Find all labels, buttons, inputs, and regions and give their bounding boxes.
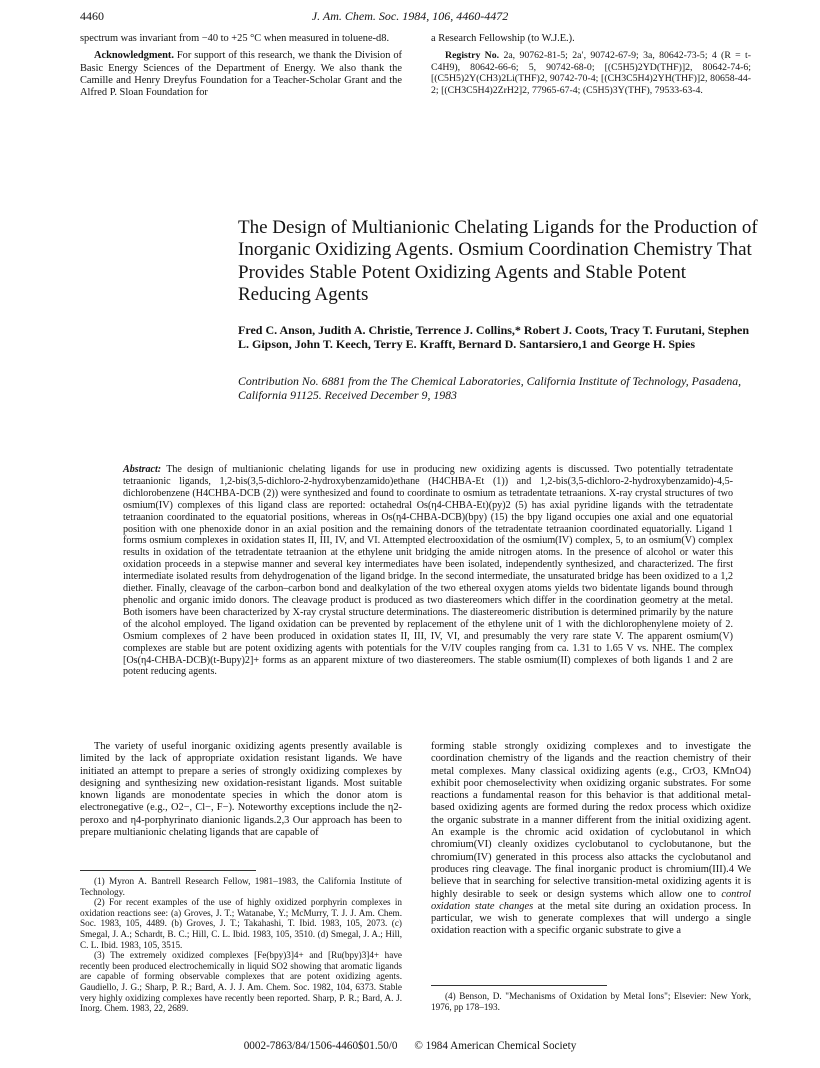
continuation-text: spectrum was invariant from −40 to +25 °C when measured in toluene-d8. — [80, 33, 390, 44]
body-paragraph-right — [431, 741, 751, 938]
footnote-4: (4) Benson, D. "Mechanisms of Oxidation by Metal Ions"; Elsevier: New York, 1976, pp 178–193. — [431, 991, 751, 1012]
footer-copyright: © 1984 American Chemical Society — [414, 1040, 577, 1052]
footnote-1: (1) Myron A. Bantrell Research Fellow, 1981–1983, the California Institute of Technology. — [80, 876, 402, 897]
affiliation: Contribution No. 6881 from the The Chemical Laboratories, California Institute of Technology, Pasadena, California 91125. Received December 9, 1983 — [238, 374, 742, 402]
abstract-text: The design of multianionic chelating ligands for use in producing new oxidizing agents is discussed. Two potentially tetradentate tetraanionic ligands, 1,2-bis(3,5-dichloro-2-hydroxybenzamido)ethane (H4CHBA-Et (1)) and 1,2-bis(3,5-dichloro-2-hydroxybenzamido)-4,5-dichlorobenzene (H4CHBA-DCB (2)) were synthesized and found to coordinate to osmium as tetradentate tetraanions. X-ray crystal structures of two osmium(IV) complexes of this ligand class are reported: octahedral Os(η4-CHBA-Et)(py)2 (5) has axial pyridine ligands with the tetradentate tetraanion coordinated to the equatorial positions, whereas in Os(η4-CHBA-DCB)(bpy) (15) the bpy ligand occupies one axial and one equatorial position with one phenoxide donor in an axial position and the remaining donors of the tetradentate tetraanion coordinated equatorially. Ligand 1 forms osmium complexes in oxidation states II, III, IV, and VI. Attempted electrooxidation of the osmium(IV) complex, 5, to an osmium(V) complex results in oxidation of the tetradentate tetraanion at the ethylene unit bridging the amide nitrogen atoms. In the presence of alcohol or water this oxidation proceeds in a stepwise manner and several key intermediates have been isolated, independently synthesized, and characterized. The first intermediate isolated results from dehydrogenation of the ligand bridge. In the second intermediate, the unsaturated bridge has been oxidized to a 1,2 diether. Finally, cleavage of the carbon–carbon bond and dealkylation of the two ethereal oxygen atoms yields two bidentate ligands bound through phenolic and organic imido donors. The cleavage product is produced as two diastereomers which differ in the coordination geometry at the metal. Both isomers have been characterized by X-ray crystal structure determinations. The diastereomeric distribution is determined primarily by the nature of the alcohol employed. The ligand oxidation can be prevented by replacement of the ethylene unit of 1 with the dichlorophenylene moiety of 2. Osmium complexes of 2 have been produced in oxidation states II, III, IV, VI, and presumably the very rare state V. The apparent osmium(V) complexes are stable but are potent oxidizing agents with potentials for the V/IV couples ranging from ca. 1.31 to 1.65 V vs. NHE. The complex [Os(η4-CHBA-DCB)(t-Bupy)2]+ forms as an apparent mixture of two diastereomers. The stable osmium(II) complexes of both ligands 1 and 2 are potent reducing agents. — [123, 464, 734, 678]
footnotes-right — [431, 991, 751, 1012]
footer-code: 0002-7863/84/1506-4460$01.50/0 — [243, 1040, 398, 1052]
footnotes-left — [80, 876, 402, 1014]
acknowledgment-text: For support of this research, we thank the Division of Basic Energy Sciences of the Department of Energy. We also thank the Camille and Henry Dreyfus Foundation for a Teacher-Scholar Grant and the Alfred P. Sloan Foundation for — [80, 50, 402, 99]
abstract — [123, 464, 733, 678]
body-left-column — [80, 741, 402, 839]
article-title: The Design of Multianionic Chelating Ligands for the Production of Inorganic Oxidizing Agents. Osmium Coordination Chemistry That Provides Stable Potent Oxidizing Agents and Stable Potent Reducing Agents — [238, 217, 758, 305]
footnote-2: (2) For recent examples of the use of highly oxidized porphyrin complexes in oxidation reactions see: (a) Groves, J. T.; Watanabe, Y.; McMurry, T. J. J. Am. Chem. Soc. 1983, 105, 4489. (b) Groves, J. T.; Takahashi, T. Ibid. 1983, 105, 2073. (c) Smegal, J. A.; Schardt, B. C.; Hill, C. L. Ibid. 1983, 105, 3510. (d) Smegal, J. A.; Hill, C. L. Ibid. 1983, 105, 3515. — [80, 897, 402, 950]
abstract-label: Abstract: — [123, 464, 162, 475]
journal-citation: J. Am. Chem. Soc. 1984, 106, 4460-4472 — [311, 9, 509, 23]
top-right-column — [431, 33, 751, 97]
continuation-text-right: a Research Fellowship (to W.J.E.). — [431, 33, 575, 44]
registry-label: Registry No. — [445, 50, 500, 62]
body-right-column — [431, 741, 751, 938]
page-footer — [0, 1040, 820, 1052]
body-paragraph: The variety of useful inorganic oxidizing agents presently available is limited by the lack of appropriate oxidation resistant ligands. We have initiated an attempt to prepare a series of strongly oxidizing complexes by designing and synthesizing new oxidation-resistant ligands. Most suitable known ligands are monodentate species in which the donor atom is electronegative (e.g., O2−, Cl−, F−). Noteworthy exceptions include the η2-peroxo and η4-porphyrinato dianionic ligands.2,3 Our approach has been to prepare multianionic chelating ligands that are capable of — [80, 741, 402, 839]
body-right-italic: control oxidation state changes — [431, 888, 751, 912]
footnote-divider-right — [431, 985, 607, 986]
footnote-3: (3) The extremely oxidized complexes [Fe(bpy)3]4+ and [Ru(bpy)3]4+ have recently been produced electrochemically in liquid SO2 showing that aromatic ligands are capable of forming observable complexes that are potent oxidizing agents. Gaudiello, J. G.; Sharp, P. R.; Bard, A. J. J. Am. Chem. Soc. 1982, 104, 6373. Stable very highly oxidizing complexes have recently been reported. Sharp, P. R.; Bard, A. J. Inorg. Chem. 1983, 22, 2689. — [80, 950, 402, 1014]
body-right-text-2: at the metal site during an oxidation process. In particular, we wish to generate complexes that will undergo a single oxidation reaction with a specific organic substrate to give a — [431, 900, 751, 937]
registry-text: 2a, 90762-81-5; 2a′, 90742-67-9; 3a, 80642-73-5; 4 (R = t-C4H9), 80642-66-6; 5, 90742-68-0; [(C5H5)2YD(THF)]2, 80642-74-6; [(C5H5)2Y(CH3)2Li(THF)2, 90742-70-4; [(CH3C5H4)2YH(THF)]2, 80658-44-2; [(CH3C5H4)2ZrH2]2, 77965-67-4; (C5H5)3Y(THF), 79533-63-4. — [431, 50, 751, 97]
footnote-divider — [80, 870, 256, 871]
page-number: 4460 — [80, 9, 104, 23]
acknowledgment-label: Acknowledgment. — [94, 50, 174, 62]
author-list: Fred C. Anson, Judith A. Christie, Terrence J. Collins,* Robert J. Coots, Tracy T. Furutani, Stephen L. Gipson, John T. Keech, Terry E. Krafft, Bernard D. Santarsiero,1 and George H. Spies — [238, 323, 750, 351]
top-left-column — [80, 33, 402, 99]
body-right-text-1: forming stable strongly oxidizing complexes and to investigate the coordination chemistry of the ligands and the reaction chemistry of their metal complexes. Many classical oxidizing agents (e.g., CrO3, KMnO4) exhibit poor chemoselectivity when oxidizing organic substrates. For some reactions a fundamental reason for this behavior is that additional metal-based oxidizing agents are formed during the redox process which oxidize the organic substrate in a manner different from the initial oxidizing agent. An example is the chromic acid oxidation of cyclobutanol in which chromium(VI) cleanly oxidizes cyclobutanol to cyclobutanone, but the chromium(IV) generated in this process also attacks the cyclobutanol and produces ring cleavage. The final inorganic product is chromium(III).4 We believe that in searching for selective transition-metal oxidizing agents it is highly desirable to seek or design systems which allow one to — [431, 741, 751, 900]
acknowledgment-paragraph — [80, 50, 402, 99]
registry-paragraph — [431, 50, 751, 96]
